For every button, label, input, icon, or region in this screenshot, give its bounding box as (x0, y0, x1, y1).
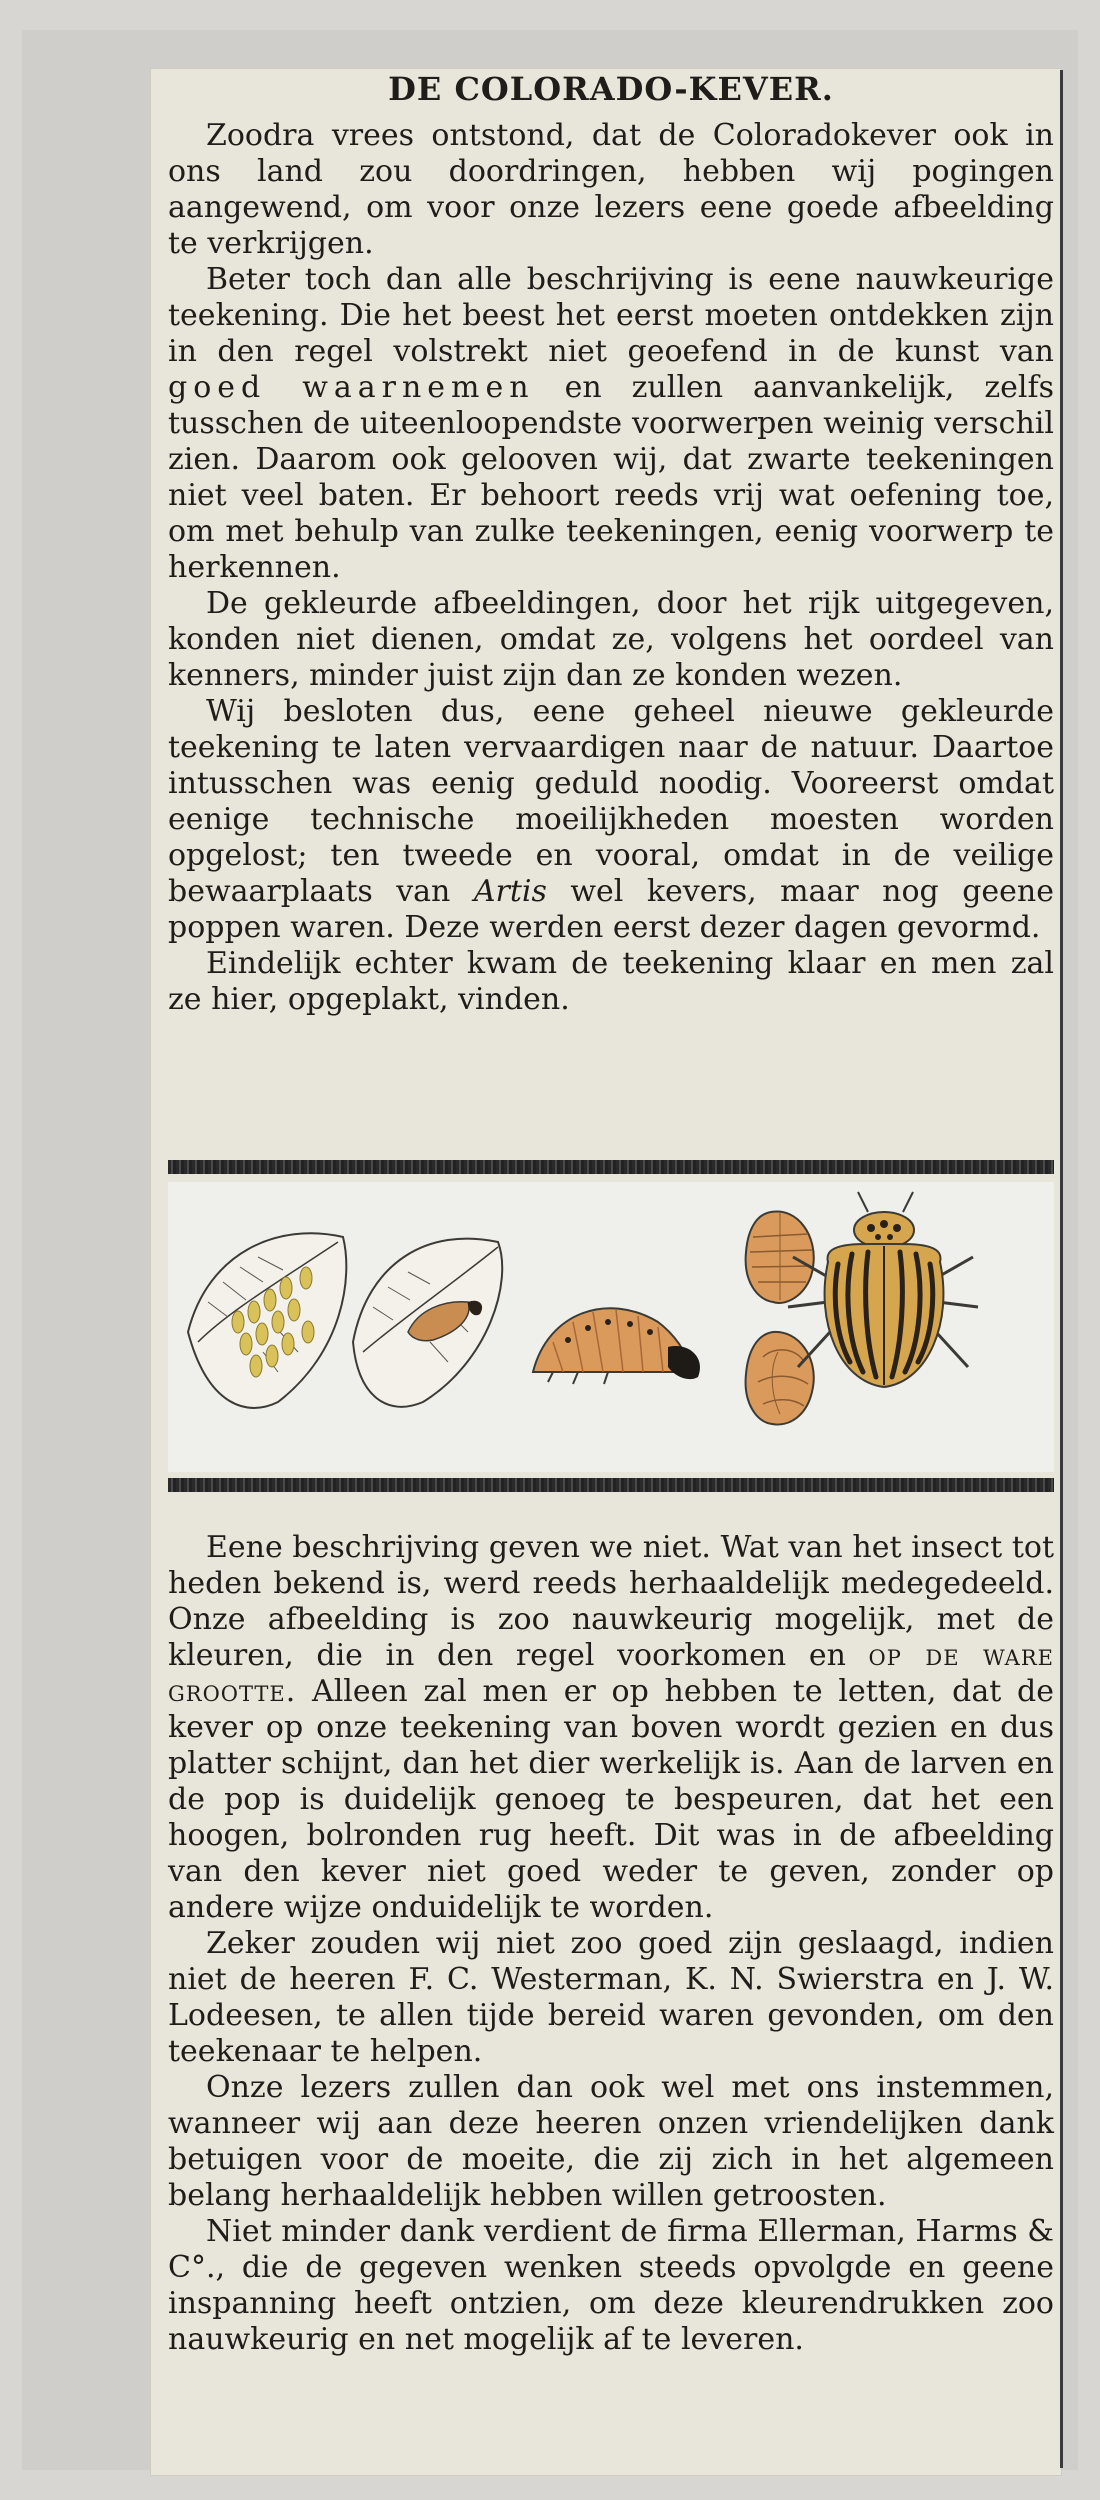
paragraph-6-text-a: Eene beschrijving geven we niet. Wat van het insect tot heden bekend is, werd reeds herhaaldelijk medegedeeld. Onze afbeelding is zoo nauwkeurig mogelijk, met de kleuren, die in den regel voorkomen en (168, 1530, 1054, 1673)
paragraph-4-italic: Artis (473, 874, 547, 909)
plate-border-bottom (168, 1478, 1054, 1492)
leaf-with-larva-icon (353, 1239, 502, 1407)
colorado-beetle-illustration (168, 1182, 1054, 1472)
paragraph-8: Onze lezers zullen dan ook wel met ons instemmen, wanneer wij aan deze heeren onzen vriendelijken dank betuigen voor de moeite, die zij zich in het algemeen belang herhaaldelijk hebben willen getroosten. (168, 2070, 1054, 2213)
paragraph-4-text-b: wel kevers, maar nog geene poppen waren. Deze werden eerst dezer dagen gevormd. (168, 874, 1054, 945)
paragraph-3: De gekleurde afbeeldingen, door het rijk uitgegeven, konden niet dienen, omdat ze, volgens het oordeel van kenners, minder juist zijn dan ze konden wezen. (168, 586, 1054, 693)
paragraph-6-caps: op de ware grootte. (168, 1638, 1054, 1709)
article-title: DE COLORADO-KEVER. (388, 70, 834, 108)
article-top (168, 70, 1054, 1018)
pupa-icon (746, 1332, 814, 1425)
pupa-icon (746, 1211, 814, 1303)
colored-plate (168, 1160, 1054, 1492)
paragraph-7: Zeker zouden wij niet zoo goed zijn geslaagd, indien niet de heeren F. C. Westerman, K. N. Swierstra en J. W. Lodeesen, te allen tijde bereid waren gevonden, om den teekenaar te helpen. (168, 1926, 1054, 2069)
column-rule (1060, 70, 1063, 2468)
paragraph-6 (168, 1530, 1054, 1926)
article-bottom (168, 1530, 1054, 2358)
beetle-icon (788, 1192, 978, 1387)
larva-icon (533, 1308, 700, 1384)
leaf-with-eggs-icon (188, 1233, 346, 1408)
paragraph-5: Eindelijk echter kwam de teekening klaar en men zal ze hier, opgeplakt, vinden. (168, 946, 1054, 1017)
paragraph-2-spaced: goed waarnemen (168, 370, 535, 405)
paragraph-2-text-b: en zullen aanvankelijk, zelfs tusschen de uiteenloopendste voorwerpen weinig verschil zien. Daarom ook gelooven wij, dat zwarte teekeningen niet veel baten. Er behoort reeds vrij wat oefening toe, om met behulp van zulke teekeningen, eenig voorwerp te herkennen. (168, 370, 1054, 585)
paragraph-9: Niet minder dank verdient de firma Ellerman, Harms & C°., die de gegeven wenken steeds opvolgde en geene inspanning heeft ontzien, om deze kleurendrukken zoo nauwkeurig en net mogelijk af te leveren. (168, 2214, 1054, 2357)
paragraph-2-text-a: Beter toch dan alle beschrijving is eene nauwkeurige teekening. Die het beest het eerst moeten ontdekken zijn in den regel volstrekt niet geoefend in de kunst van (168, 262, 1054, 369)
plate-image (168, 1182, 1054, 1472)
paragraph-2 (168, 262, 1054, 586)
paragraph-4 (168, 694, 1054, 946)
plate-border-top (168, 1160, 1054, 1174)
paragraph-1: Zoodra vrees ontstond, dat de Coloradokever ook in ons land zou doordringen, hebben wij pogingen aangewend, om voor onze lezers eene goede afbeelding te verkrijgen. (168, 118, 1054, 261)
paragraph-4-text-a: Wij besloten dus, eene geheel nieuwe gekleurde teekening te laten vervaardigen naar de natuur. Daartoe intusschen was eenig geduld noodig. Vooreerst omdat eenige technische moeilijkheden moesten worden opgelost; ten tweede en vooral, omdat in de veilige bewaarplaats van (168, 694, 1054, 909)
paragraph-6-text-b: Alleen zal men er op hebben te letten, dat de kever op onze teekening van boven wordt gezien en dus platter schijnt, dan het dier werkelijk is. Aan de larven en de pop is duidelijk genoeg te bespeuren, dat het een hoogen, bolronden rug heeft. Dit was in de afbeelding van den kever niet goed weder te geven, zonder op andere wijze onduidelijk te worden. (168, 1674, 1054, 1925)
